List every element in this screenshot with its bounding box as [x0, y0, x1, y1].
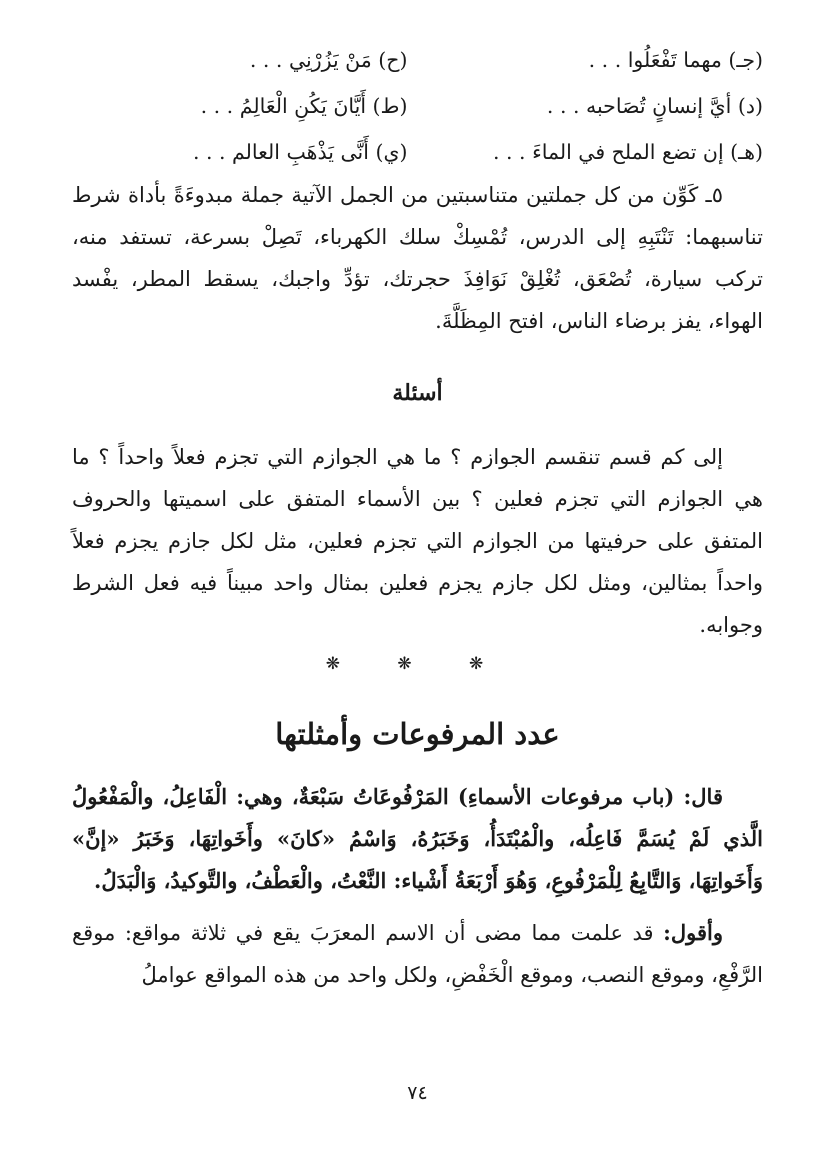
- exercise-item: (د) أيَّ إنسانٍ تُصَاحبه . . .: [546, 94, 763, 118]
- exercise-item: (هـ) إن تضع الملح في الماءَ . . .: [492, 140, 763, 164]
- section-title: عدد المرفوعات وأمثلتها: [275, 717, 560, 751]
- sharh-lead: وأقول:: [663, 920, 723, 945]
- page-number: ٧٤: [407, 1082, 428, 1104]
- sharh-text: قد علمت مما مضى أن الاسم المعرَبَ يقع في ثلاثة مواقع: موقع الرَّفْعِ، وموقع النصب، وموقع الْخَفْضِ، ولكل واحد من هذه المواقع عواملُ: [72, 921, 763, 987]
- section-divider-stars: ❋ ❋ ❋: [325, 654, 510, 674]
- sharh-paragraph: [72, 912, 763, 996]
- questions-heading: أسئلة: [392, 380, 443, 406]
- matn-text: قال: (باب مرفوعات الأسماءِ) المَرْفُوعَاتُ سَبْعَةٌ، وهي: الْفَاعِلُ، والْمَفْعُولُ الَّذي لَمْ يُسَمَّ فَاعِلُه، والْمُبْتَدَأُ، وَخَبَرُهُ، وَاسْمُ «كانَ» وأَخَواتِهَا، وَخَبَرُ «إنَّ» وَأَخَواتِهَا، وَالتَّابِعُ لِلْمَرْفُوعِ، وَهُوَ أَرْبَعَةُ أَشْياء: النَّعْتُ، والْعَطْفُ، والتَّوكيدُ، وَالْبَدَلُ.: [72, 784, 763, 893]
- book-page: [72, 40, 763, 1176]
- exercise-item: (ط) أَيَّانَ يَكُنِ الْعَالِمُ . . .: [200, 94, 408, 118]
- exercise-item: (ح) مَنْ يَزُرْنِي . . .: [249, 48, 408, 72]
- exercise-items: [72, 40, 763, 172]
- exercise-item: (ي) أَنَّى يَذْهَبِ العالم . . .: [192, 140, 408, 164]
- exercise-5: ٥ـ كَوِّن من كل جملتين متناسبتين من الجمل الآتية جملة مبدوءَةً بأداة شرط تناسبهما: تَنْتَبِهِ إلى الدرس، تُمْسِكْ سلك الكهرباء، تَصِلْ بسرعة، تستفد منه، تركب سيارة، تُصْعَق، تُغْلِقْ نَوَافِذَ حجرتك، تؤدِّ واجبك، يسقط المطر، يفْسد الهواء، يفز برضاء الناس، افتح المِظَلَّةَ.: [72, 183, 763, 333]
- exercise-item: (جـ) مهما تَفْعَلُوا . . .: [588, 48, 763, 72]
- questions-text: إلى كم قسم تنقسم الجوازم ؟ ما هي الجوازم التي تجزم فعلاً واحداً ؟ ما هي الجوازم التي تجزم فعلين ؟ بين الأسماء المتفق على اسميتها والحروف المتفق على حرفيتها من الجوازم التي تجزم فعلين، مثل لكل جازم يجزم فعلاً واحداً بمثالين، ومثل لكل جازم يجزم فعلين بمثال واحد مبيناً فيه فعل الشرط وجوابه.: [72, 445, 764, 637]
